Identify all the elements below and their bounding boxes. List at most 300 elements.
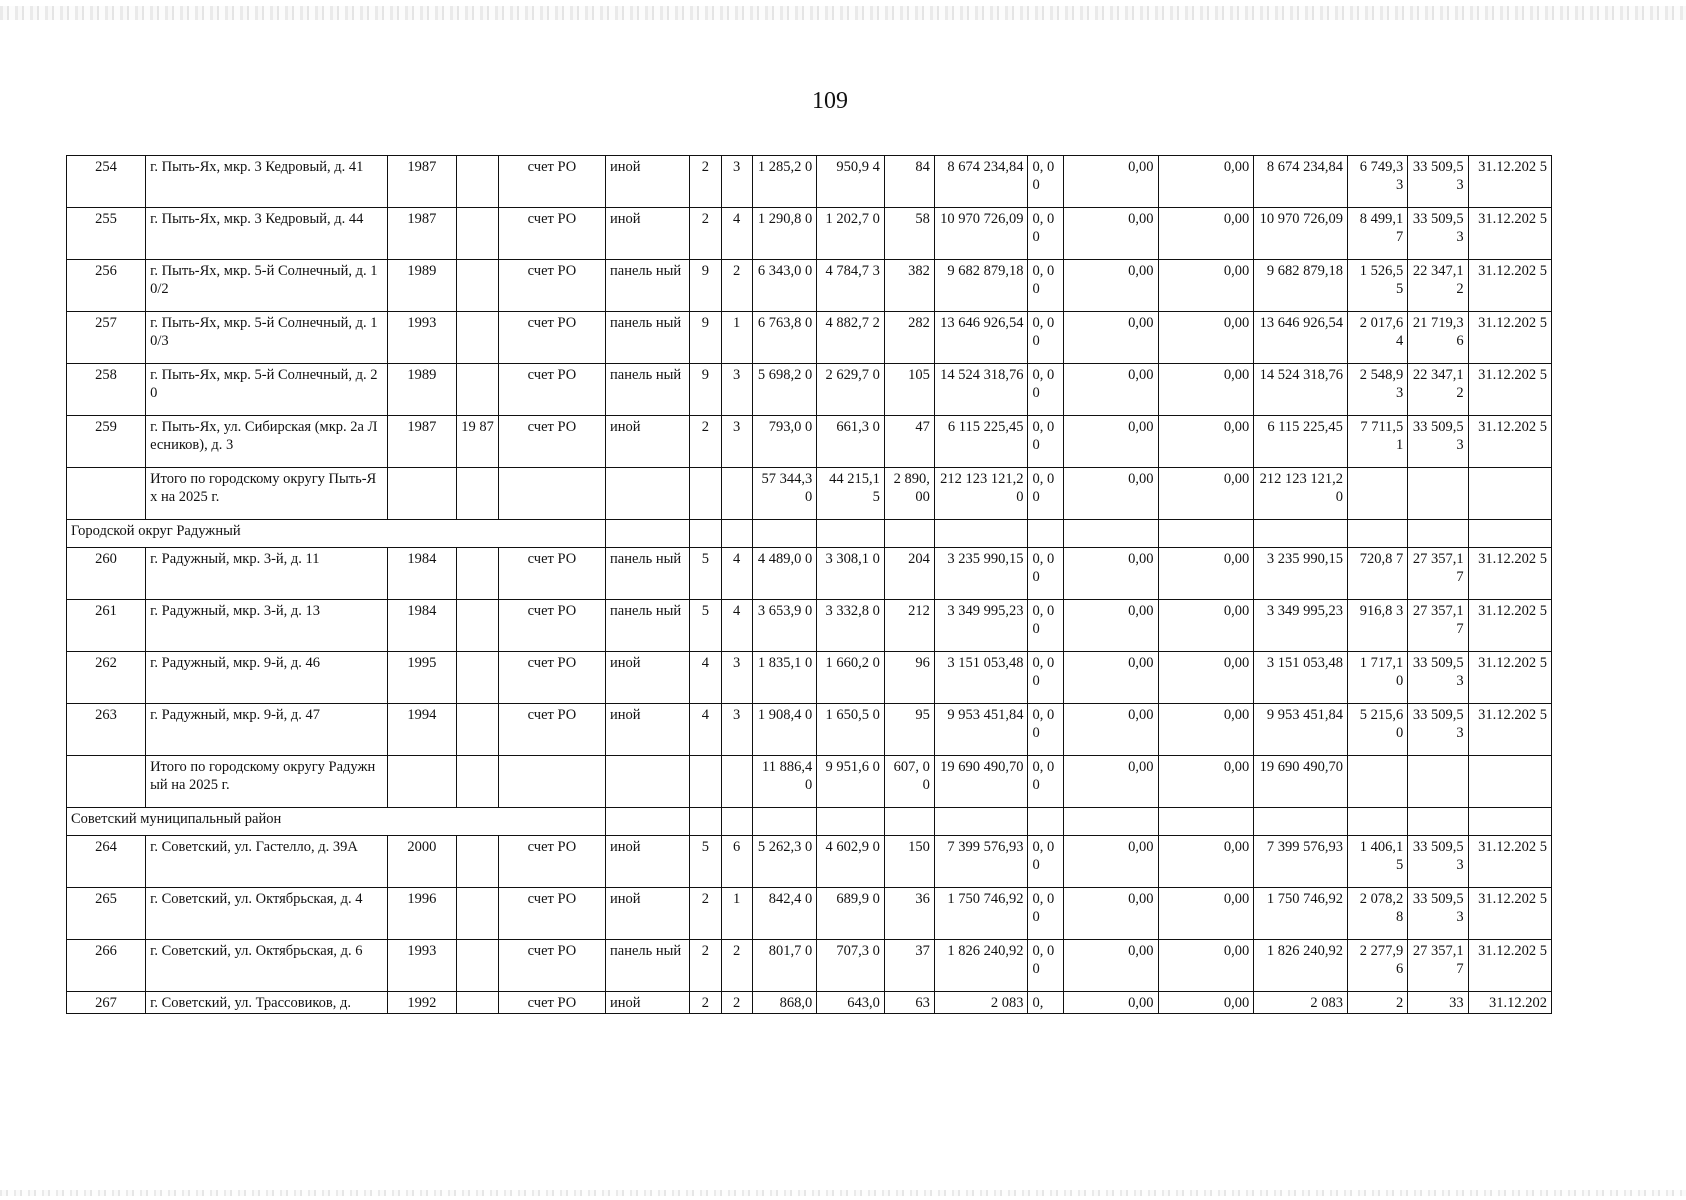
cell-cost-local: 0,00 — [1158, 704, 1254, 756]
cell-area-living: 44 215,1 5 — [817, 468, 885, 520]
cell-wall-material: иной — [606, 652, 690, 704]
scan-edge-bottom — [0, 1190, 1686, 1196]
cell-deadline: 31.12.202 5 — [1468, 156, 1551, 208]
cell-cost-federal: 0, — [1028, 992, 1063, 1014]
empty-cell — [1468, 808, 1551, 836]
cell-year-built-alt — [457, 888, 499, 940]
cell-unit-cost — [1347, 468, 1407, 520]
table-row — [67, 940, 1552, 992]
cell-cost-federal: 0, 00 — [1028, 756, 1063, 808]
cell-fund-type: счет РО — [498, 704, 605, 756]
cell-cost-owners: 19 690 490,70 — [1254, 756, 1348, 808]
cell-cost-total: 2 083 — [934, 992, 1028, 1014]
cell-wall-material: панель ный — [606, 940, 690, 992]
cell-floors: 2 — [690, 888, 721, 940]
cell-year-built — [387, 468, 457, 520]
empty-cell — [606, 808, 690, 836]
cell-entrances: 2 — [721, 940, 752, 992]
cell-wall-material: иной — [606, 992, 690, 1014]
empty-cell — [817, 520, 885, 548]
cell-cost-owners: 9 682 879,18 — [1254, 260, 1348, 312]
cell-year-built: 1989 — [387, 260, 457, 312]
cell-fund-type: счет РО — [498, 208, 605, 260]
cell-unit-cost: 720,8 7 — [1347, 548, 1407, 600]
cell-cost-total: 13 646 926,54 — [934, 312, 1028, 364]
cell-area-living: 661,3 0 — [817, 416, 885, 468]
empty-cell — [934, 520, 1028, 548]
register-table — [66, 155, 1552, 1014]
cell-cost-local: 0,00 — [1158, 156, 1254, 208]
cell-cost-federal: 0, 00 — [1028, 836, 1063, 888]
cell-floors: 9 — [690, 312, 721, 364]
cell-cost-total: 3 349 995,23 — [934, 600, 1028, 652]
cell-cost-regional: 0,00 — [1063, 260, 1158, 312]
cell-year-built: 1995 — [387, 652, 457, 704]
cell-unit-limit: 22 347,1 2 — [1408, 364, 1468, 416]
cell-residents: 382 — [884, 260, 934, 312]
cell-cost-local: 0,00 — [1158, 652, 1254, 704]
cell-area-living: 3 332,8 0 — [817, 600, 885, 652]
cell-entrances: 1 — [721, 312, 752, 364]
cell-year-built-alt — [457, 312, 499, 364]
cell-fund-type: счет РО — [498, 940, 605, 992]
cell-year-built-alt — [457, 704, 499, 756]
cell-address: Итого по городскому округу Пыть-Ях на 2025 г. — [146, 468, 387, 520]
cell-residents: 84 — [884, 156, 934, 208]
table-row — [67, 836, 1552, 888]
cell-residents: 2 890, 00 — [884, 468, 934, 520]
cell-year-built: 1993 — [387, 940, 457, 992]
cell-wall-material: иной — [606, 208, 690, 260]
cell-year-built: 1992 — [387, 992, 457, 1014]
cell-area-total: 801,7 0 — [752, 940, 817, 992]
cell-cost-federal: 0, 00 — [1028, 888, 1063, 940]
cell-year-built-alt — [457, 836, 499, 888]
cell-area-living: 1 202,7 0 — [817, 208, 885, 260]
table-row — [67, 416, 1552, 468]
cell-cost-owners: 212 123 121,20 — [1254, 468, 1348, 520]
empty-cell — [1158, 808, 1254, 836]
cell-cost-regional: 0,00 — [1063, 756, 1158, 808]
cell-cost-total: 19 690 490,70 — [934, 756, 1028, 808]
cell-cost-total: 8 674 234,84 — [934, 156, 1028, 208]
cell-area-total: 868,0 — [752, 992, 817, 1014]
cell-cost-regional: 0,00 — [1063, 888, 1158, 940]
cell-cost-total: 3 151 053,48 — [934, 652, 1028, 704]
cell-area-living: 4 882,7 2 — [817, 312, 885, 364]
cell-cost-regional: 0,00 — [1063, 364, 1158, 416]
cell-area-total: 1 290,8 0 — [752, 208, 817, 260]
cell-area-living: 1 650,5 0 — [817, 704, 885, 756]
table-row — [67, 156, 1552, 208]
cell-deadline: 31.12.202 5 — [1468, 260, 1551, 312]
cell-area-total: 1 285,2 0 — [752, 156, 817, 208]
cell-year-built: 2000 — [387, 836, 457, 888]
empty-cell — [752, 808, 817, 836]
cell-cost-owners: 8 674 234,84 — [1254, 156, 1348, 208]
cell-floors: 5 — [690, 836, 721, 888]
empty-cell — [884, 520, 934, 548]
cell-wall-material: иной — [606, 156, 690, 208]
cell-cost-federal: 0, 00 — [1028, 364, 1063, 416]
cell-unit-limit — [1408, 756, 1468, 808]
cell-address: г. Пыть-Ях, мкр. 3 Кедровый, д. 44 — [146, 208, 387, 260]
table-row — [67, 548, 1552, 600]
cell-unit-cost: 6 749,3 3 — [1347, 156, 1407, 208]
table-row — [67, 704, 1552, 756]
cell-cost-local: 0,00 — [1158, 364, 1254, 416]
cell-fund-type: счет РО — [498, 836, 605, 888]
cell-fund-type: счет РО — [498, 600, 605, 652]
empty-cell — [1063, 808, 1158, 836]
cell-cost-local: 0,00 — [1158, 548, 1254, 600]
cell-year-built-alt — [457, 468, 499, 520]
empty-cell — [606, 520, 690, 548]
cell-cost-regional: 0,00 — [1063, 468, 1158, 520]
cell-deadline: 31.12.202 5 — [1468, 940, 1551, 992]
cell-deadline: 31.12.202 5 — [1468, 416, 1551, 468]
cell-residents: 95 — [884, 704, 934, 756]
cell-address: г. Пыть-Ях, мкр. 3 Кедровый, д. 41 — [146, 156, 387, 208]
cell-row-number: 261 — [67, 600, 146, 652]
cell-unit-limit: 33 509,5 3 — [1408, 156, 1468, 208]
cell-unit-cost: 2 277,9 6 — [1347, 940, 1407, 992]
cell-unit-cost: 1 526,5 5 — [1347, 260, 1407, 312]
cell-row-number: 258 — [67, 364, 146, 416]
cell-address: г. Пыть-Ях, мкр. 5-й Солнечный, д. 20 — [146, 364, 387, 416]
cell-area-living: 643,0 — [817, 992, 885, 1014]
cell-entrances: 4 — [721, 548, 752, 600]
cell-wall-material — [606, 468, 690, 520]
scan-edge-top — [0, 6, 1686, 20]
cell-floors: 9 — [690, 260, 721, 312]
cell-row-number: 254 — [67, 156, 146, 208]
cell-cost-total: 10 970 726,09 — [934, 208, 1028, 260]
cell-entrances: 2 — [721, 992, 752, 1014]
cell-fund-type — [498, 468, 605, 520]
table-row — [67, 260, 1552, 312]
cell-address: Итого по городскому округу Радужный на 2025 г. — [146, 756, 387, 808]
empty-cell — [884, 808, 934, 836]
cell-cost-regional: 0,00 — [1063, 836, 1158, 888]
cell-cost-federal: 0, 00 — [1028, 260, 1063, 312]
cell-deadline: 31.12.202 — [1468, 992, 1551, 1014]
cell-cost-local: 0,00 — [1158, 600, 1254, 652]
cell-residents: 37 — [884, 940, 934, 992]
cell-unit-limit — [1408, 468, 1468, 520]
cell-fund-type: счет РО — [498, 992, 605, 1014]
cell-floors: 2 — [690, 992, 721, 1014]
cell-address: г. Радужный, мкр. 3-й, д. 11 — [146, 548, 387, 600]
cell-year-built-alt — [457, 364, 499, 416]
cell-wall-material: иной — [606, 704, 690, 756]
cell-unit-limit: 21 719,3 6 — [1408, 312, 1468, 364]
cell-residents: 212 — [884, 600, 934, 652]
cell-unit-cost: 5 215,6 0 — [1347, 704, 1407, 756]
total-row — [67, 468, 1552, 520]
empty-cell — [1408, 808, 1468, 836]
cell-deadline: 31.12.202 5 — [1468, 208, 1551, 260]
cell-residents: 63 — [884, 992, 934, 1014]
cell-area-total: 6 343,0 0 — [752, 260, 817, 312]
table-row — [67, 652, 1552, 704]
table-row — [67, 992, 1552, 1014]
cell-entrances: 3 — [721, 652, 752, 704]
cell-residents: 282 — [884, 312, 934, 364]
empty-cell — [934, 808, 1028, 836]
cell-deadline: 31.12.202 5 — [1468, 704, 1551, 756]
cell-floors: 5 — [690, 548, 721, 600]
cell-deadline — [1468, 468, 1551, 520]
cell-year-built-alt — [457, 156, 499, 208]
cell-residents: 36 — [884, 888, 934, 940]
cell-fund-type: счет РО — [498, 364, 605, 416]
cell-wall-material: панель ный — [606, 548, 690, 600]
cell-cost-regional: 0,00 — [1063, 652, 1158, 704]
cell-cost-local: 0,00 — [1158, 940, 1254, 992]
cell-deadline: 31.12.202 5 — [1468, 548, 1551, 600]
cell-cost-federal: 0, 00 — [1028, 312, 1063, 364]
cell-row-number: 259 — [67, 416, 146, 468]
cell-cost-owners: 9 953 451,84 — [1254, 704, 1348, 756]
cell-cost-federal: 0, 00 — [1028, 704, 1063, 756]
cell-cost-total: 9 682 879,18 — [934, 260, 1028, 312]
cell-year-built-alt: 19 87 — [457, 416, 499, 468]
cell-deadline: 31.12.202 5 — [1468, 652, 1551, 704]
cell-floors: 2 — [690, 940, 721, 992]
cell-year-built-alt — [457, 260, 499, 312]
cell-cost-local: 0,00 — [1158, 208, 1254, 260]
cell-residents: 204 — [884, 548, 934, 600]
cell-row-number: 265 — [67, 888, 146, 940]
cell-row-number: 260 — [67, 548, 146, 600]
cell-unit-limit: 33 509,5 3 — [1408, 704, 1468, 756]
cell-area-living: 3 308,1 0 — [817, 548, 885, 600]
section-title: Советский муниципальный район — [67, 808, 606, 836]
cell-residents: 96 — [884, 652, 934, 704]
cell-unit-cost — [1347, 756, 1407, 808]
cell-unit-cost: 916,8 3 — [1347, 600, 1407, 652]
cell-residents: 58 — [884, 208, 934, 260]
cell-wall-material: иной — [606, 888, 690, 940]
cell-area-total: 6 763,8 0 — [752, 312, 817, 364]
cell-cost-regional: 0,00 — [1063, 940, 1158, 992]
empty-cell — [1254, 808, 1348, 836]
cell-cost-federal: 0, 00 — [1028, 156, 1063, 208]
cell-unit-cost: 2 078,2 8 — [1347, 888, 1407, 940]
empty-cell — [752, 520, 817, 548]
cell-year-built: 1994 — [387, 704, 457, 756]
cell-entrances: 4 — [721, 600, 752, 652]
cell-row-number: 255 — [67, 208, 146, 260]
cell-year-built: 1989 — [387, 364, 457, 416]
cell-wall-material: панель ный — [606, 600, 690, 652]
cell-unit-limit: 27 357,1 7 — [1408, 940, 1468, 992]
cell-area-living: 707,3 0 — [817, 940, 885, 992]
cell-unit-limit: 22 347,1 2 — [1408, 260, 1468, 312]
cell-cost-regional: 0,00 — [1063, 548, 1158, 600]
cell-cost-federal: 0, 00 — [1028, 940, 1063, 992]
cell-unit-cost: 2 — [1347, 992, 1407, 1014]
cell-fund-type: счет РО — [498, 888, 605, 940]
cell-unit-cost: 8 499,1 7 — [1347, 208, 1407, 260]
cell-cost-total: 9 953 451,84 — [934, 704, 1028, 756]
cell-entrances: 3 — [721, 416, 752, 468]
cell-fund-type: счет РО — [498, 260, 605, 312]
cell-cost-regional: 0,00 — [1063, 416, 1158, 468]
cell-cost-federal: 0, 00 — [1028, 548, 1063, 600]
cell-entrances: 3 — [721, 156, 752, 208]
cell-entrances: 2 — [721, 260, 752, 312]
empty-cell — [1347, 808, 1407, 836]
cell-deadline — [1468, 756, 1551, 808]
cell-unit-limit: 33 509,5 3 — [1408, 416, 1468, 468]
cell-floors: 9 — [690, 364, 721, 416]
empty-cell — [817, 808, 885, 836]
cell-year-built — [387, 756, 457, 808]
cell-wall-material: иной — [606, 836, 690, 888]
cell-cost-local: 0,00 — [1158, 992, 1254, 1014]
cell-area-total: 842,4 0 — [752, 888, 817, 940]
cell-cost-federal: 0, 00 — [1028, 416, 1063, 468]
cell-area-total: 57 344,3 0 — [752, 468, 817, 520]
empty-cell — [1468, 520, 1551, 548]
cell-area-total: 1 835,1 0 — [752, 652, 817, 704]
page-number: 109 — [812, 88, 848, 114]
table-row — [67, 888, 1552, 940]
cell-area-total: 4 489,0 0 — [752, 548, 817, 600]
empty-cell — [1028, 520, 1063, 548]
cell-entrances: 4 — [721, 208, 752, 260]
cell-year-built-alt — [457, 600, 499, 652]
cell-cost-owners: 3 151 053,48 — [1254, 652, 1348, 704]
cell-cost-owners: 14 524 318,76 — [1254, 364, 1348, 416]
section-title: Городской округ Радужный — [67, 520, 606, 548]
cell-unit-cost: 1 717,1 0 — [1347, 652, 1407, 704]
cell-cost-total: 3 235 990,15 — [934, 548, 1028, 600]
cell-wall-material: иной — [606, 416, 690, 468]
total-row — [67, 756, 1552, 808]
cell-cost-federal: 0, 00 — [1028, 208, 1063, 260]
cell-cost-regional: 0,00 — [1063, 600, 1158, 652]
cell-unit-limit: 33 509,5 3 — [1408, 888, 1468, 940]
cell-cost-owners: 2 083 — [1254, 992, 1348, 1014]
cell-entrances: 3 — [721, 364, 752, 416]
cell-cost-total: 1 750 746,92 — [934, 888, 1028, 940]
empty-cell — [1158, 520, 1254, 548]
empty-cell — [721, 808, 752, 836]
cell-address: г. Пыть-Ях, мкр. 5-й Солнечный, д. 10/3 — [146, 312, 387, 364]
cell-cost-local: 0,00 — [1158, 468, 1254, 520]
cell-year-built: 1996 — [387, 888, 457, 940]
cell-fund-type: счет РО — [498, 548, 605, 600]
cell-floors — [690, 468, 721, 520]
cell-row-number — [67, 756, 146, 808]
section-row — [67, 808, 1552, 836]
cell-cost-local: 0,00 — [1158, 260, 1254, 312]
cell-address: г. Пыть-Ях, ул. Сибирская (мкр. 2а Лесников), д. 3 — [146, 416, 387, 468]
cell-year-built: 1987 — [387, 156, 457, 208]
cell-area-living: 950,9 4 — [817, 156, 885, 208]
cell-fund-type: счет РО — [498, 156, 605, 208]
cell-cost-total: 7 399 576,93 — [934, 836, 1028, 888]
cell-area-total: 5 698,2 0 — [752, 364, 817, 416]
cell-floors: 2 — [690, 416, 721, 468]
cell-cost-regional: 0,00 — [1063, 156, 1158, 208]
empty-cell — [721, 520, 752, 548]
cell-area-living: 689,9 0 — [817, 888, 885, 940]
cell-entrances — [721, 468, 752, 520]
cell-fund-type: счет РО — [498, 652, 605, 704]
cell-year-built: 1987 — [387, 416, 457, 468]
cell-cost-regional: 0,00 — [1063, 208, 1158, 260]
cell-unit-limit: 27 357,1 7 — [1408, 548, 1468, 600]
cell-address: г. Советский, ул. Октябрьская, д. 4 — [146, 888, 387, 940]
cell-year-built-alt — [457, 652, 499, 704]
cell-year-built-alt — [457, 208, 499, 260]
table-row — [67, 600, 1552, 652]
cell-floors: 5 — [690, 600, 721, 652]
cell-area-total: 1 908,4 0 — [752, 704, 817, 756]
cell-row-number — [67, 468, 146, 520]
cell-unit-limit: 33 509,5 3 — [1408, 652, 1468, 704]
cell-entrances: 6 — [721, 836, 752, 888]
cell-cost-total: 1 826 240,92 — [934, 940, 1028, 992]
cell-row-number: 264 — [67, 836, 146, 888]
cell-row-number: 257 — [67, 312, 146, 364]
table-row — [67, 208, 1552, 260]
cell-floors: 4 — [690, 704, 721, 756]
empty-cell — [1028, 808, 1063, 836]
cell-entrances: 3 — [721, 704, 752, 756]
cell-area-total: 11 886,4 0 — [752, 756, 817, 808]
cell-floors: 2 — [690, 208, 721, 260]
cell-unit-limit: 33 509,5 3 — [1408, 208, 1468, 260]
cell-cost-owners: 13 646 926,54 — [1254, 312, 1348, 364]
cell-wall-material — [606, 756, 690, 808]
cell-fund-type: счет РО — [498, 312, 605, 364]
empty-cell — [690, 520, 721, 548]
cell-cost-federal: 0, 00 — [1028, 600, 1063, 652]
cell-deadline: 31.12.202 5 — [1468, 600, 1551, 652]
cell-area-living: 4 784,7 3 — [817, 260, 885, 312]
cell-cost-owners: 1 750 746,92 — [1254, 888, 1348, 940]
cell-address: г. Советский, ул. Трассовиков, д. — [146, 992, 387, 1014]
cell-cost-owners: 3 349 995,23 — [1254, 600, 1348, 652]
cell-area-total: 3 653,9 0 — [752, 600, 817, 652]
cell-deadline: 31.12.202 5 — [1468, 888, 1551, 940]
cell-unit-limit: 33 — [1408, 992, 1468, 1014]
cell-cost-local: 0,00 — [1158, 312, 1254, 364]
cell-unit-limit: 27 357,1 7 — [1408, 600, 1468, 652]
cell-residents: 105 — [884, 364, 934, 416]
cell-cost-regional: 0,00 — [1063, 992, 1158, 1014]
cell-wall-material: панель ный — [606, 312, 690, 364]
cell-cost-total: 14 524 318,76 — [934, 364, 1028, 416]
cell-area-living: 4 602,9 0 — [817, 836, 885, 888]
cell-address: г. Советский, ул. Гастелло, д. 39А — [146, 836, 387, 888]
cell-cost-owners: 6 115 225,45 — [1254, 416, 1348, 468]
cell-cost-owners: 10 970 726,09 — [1254, 208, 1348, 260]
cell-year-built: 1984 — [387, 548, 457, 600]
cell-deadline: 31.12.202 5 — [1468, 364, 1551, 416]
cell-unit-cost: 2 548,9 3 — [1347, 364, 1407, 416]
cell-address: г. Пыть-Ях, мкр. 5-й Солнечный, д. 10/2 — [146, 260, 387, 312]
cell-address: г. Радужный, мкр. 3-й, д. 13 — [146, 600, 387, 652]
cell-unit-cost: 7 711,5 1 — [1347, 416, 1407, 468]
cell-year-built: 1993 — [387, 312, 457, 364]
cell-address: г. Советский, ул. Октябрьская, д. 6 — [146, 940, 387, 992]
